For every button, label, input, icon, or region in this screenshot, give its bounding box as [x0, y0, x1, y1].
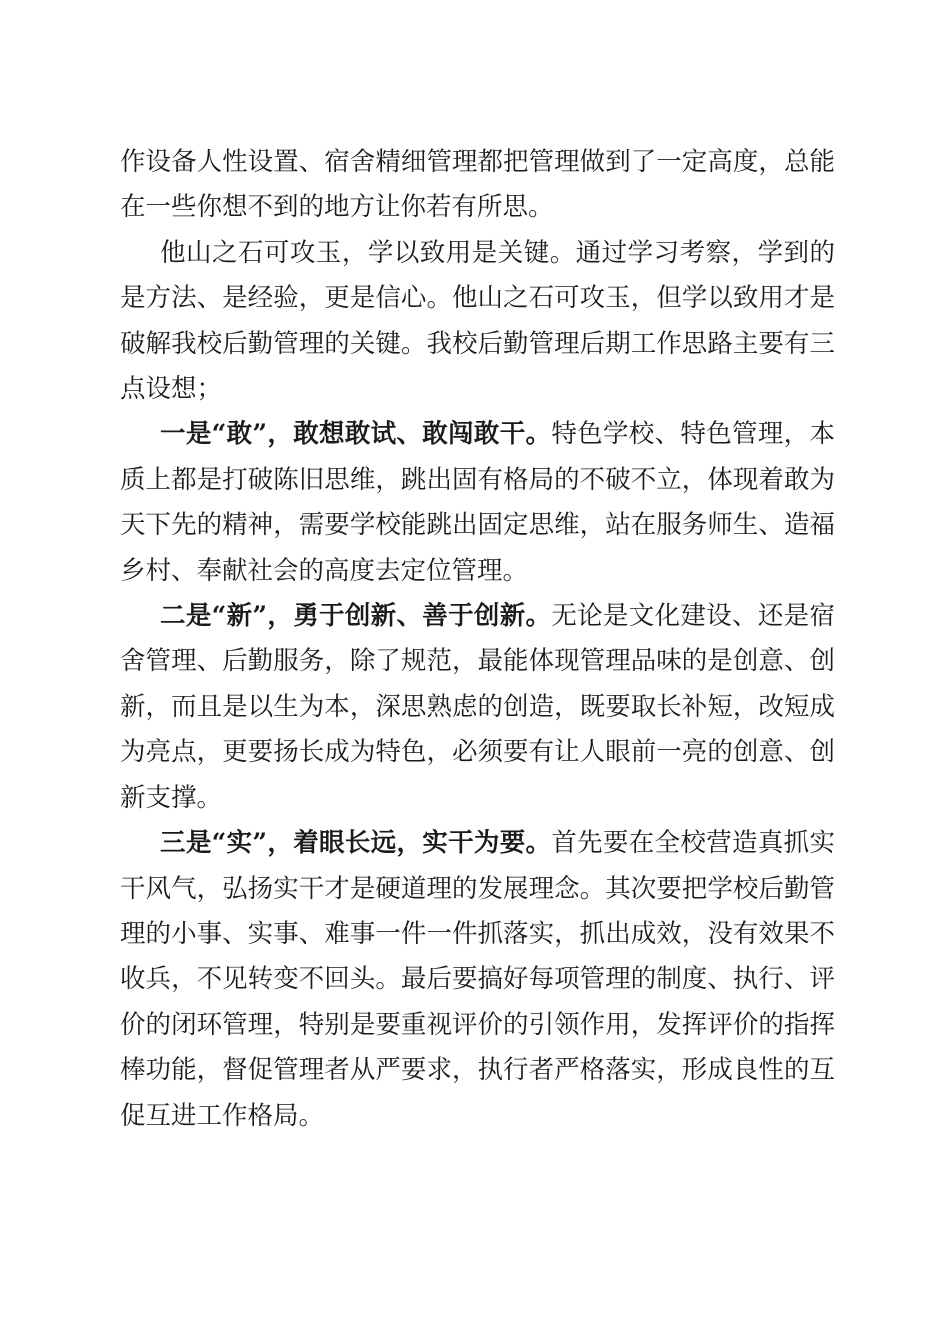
- paragraph-continuation: [120, 140, 835, 231]
- paragraph-lead-heading: 二是“新”，勇于创新、善于创新。: [160, 601, 552, 632]
- paragraph-text: 作设备人性设置、宿舍精细管理都把管理做到了一定高度，总能在一些你想不到的地方让你若有所思。: [120, 147, 835, 223]
- paragraph-point-three: [120, 821, 835, 1139]
- paragraph-learning-application: [120, 231, 835, 413]
- paragraph-text: 他山之石可攻玉，学以致用是关键。通过学习考察，学到的是方法、是经验，更是信心。他山之石可攻玉，但学以致用才是破解我校后勤管理的关键。我校后勤管理后期工作思路主要有三点设想；: [120, 237, 835, 405]
- paragraph-text: 首先要在全校营造真抓实干风气，弘扬实干才是硬道理的发展理念。其次要把学校后勤管理的小事、实事、难事一件一件抓落实，抓出成效，没有效果不收兵，不见转变不回头。最后要搞好每项管理的制度、执行、评价的闭环管理，特别是要重视评价的引领作用，发挥评价的指挥棒功能，督促管理者从严要求，执行者严格落实，形成良性的互促互进工作格局。: [120, 828, 835, 1131]
- paragraph-text: 特色学校、特色管理，本质上都是打破陈旧思维，跳出固有格局的不破不立，体现着敢为天下先的精神，需要学校能跳出固定思维，站在服务师生、造福乡村、奉献社会的高度去定位管理。: [120, 419, 835, 586]
- paragraph-lead-heading: 一是“敢”，敢想敢试、敢闯敢干。: [160, 419, 552, 450]
- paragraph-point-two: [120, 594, 835, 821]
- paragraph-lead-heading: 三是“实”，着眼长远，实干为要。: [160, 828, 552, 859]
- paragraph-text: 无论是文化建设、还是宿舍管理、后勤服务，除了规范，最能体现管理品味的是创意、创新，而且是以生为本，深思熟虑的创造，既要取长补短，改短成为亮点，更要扬长成为特色，必须要有让人眼前一亮的创意、创新支撑。: [120, 601, 835, 813]
- paragraph-point-one: [120, 412, 835, 594]
- document-body: [120, 140, 835, 1139]
